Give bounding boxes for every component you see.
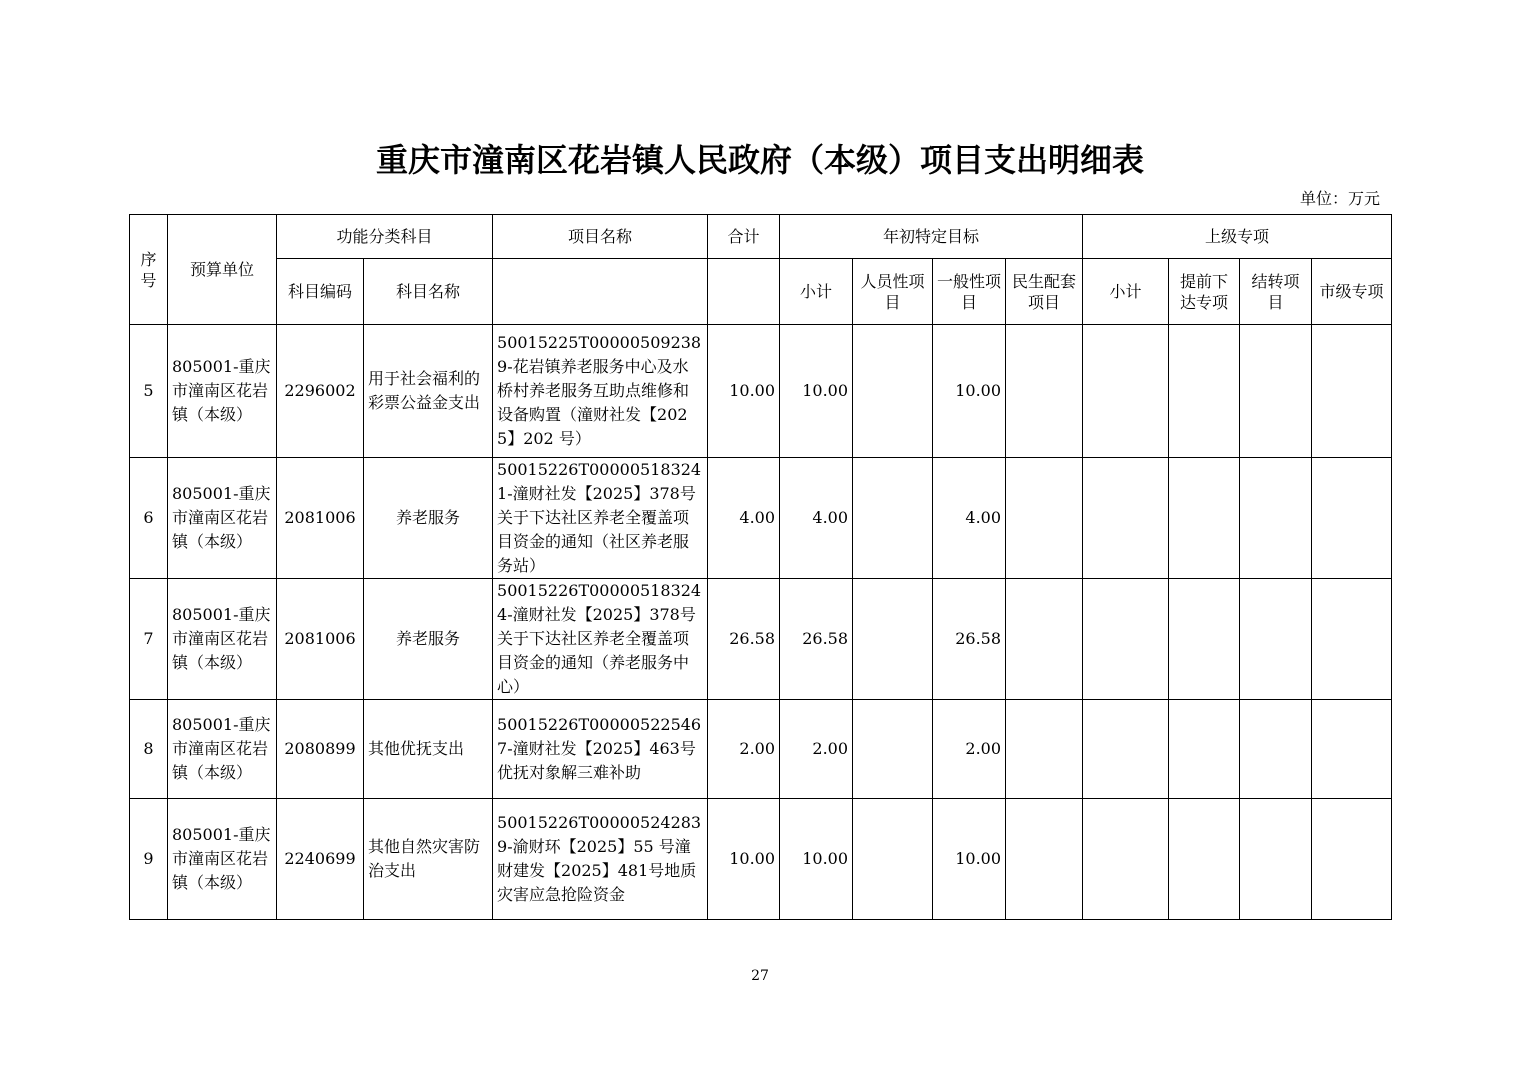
unit-label: 单位：万元 — [1299, 189, 1380, 208]
cell-seq: 7 — [130, 579, 168, 700]
cell-annual-subtotal: 26.58 — [780, 579, 853, 700]
cell-general: 4.00 — [933, 458, 1006, 579]
page-title: 重庆市潼南区花岩镇人民政府（本级）项目支出明细表 — [375, 141, 1144, 179]
header-general: 一般性项目 — [933, 259, 1006, 325]
header-personnel: 人员性项目 — [853, 259, 933, 325]
cell-budget-unit: 805001-重庆市潼南区花岩镇（本级） — [168, 799, 277, 920]
cell-carryover — [1240, 325, 1312, 458]
cell-advance — [1169, 325, 1240, 458]
cell-sup-subtotal — [1083, 579, 1169, 700]
header-total: 合计 — [708, 215, 780, 259]
cell-subject-code: 2081006 — [277, 458, 364, 579]
cell-sup-subtotal — [1083, 325, 1169, 458]
table-row — [130, 325, 1392, 458]
cell-seq: 5 — [130, 325, 168, 458]
cell-subject-name: 其他优抚支出 — [364, 700, 493, 799]
cell-subject-code: 2080899 — [277, 700, 364, 799]
header-subject-name: 科目名称 — [364, 259, 493, 325]
cell-project-name: 50015226T000005183244-潼财社发【2025】378号关于下达社区养老全覆盖项目资金的通知（养老服务中心） — [493, 579, 708, 700]
cell-livelihood — [1006, 700, 1083, 799]
cell-livelihood — [1006, 458, 1083, 579]
header-total-blank — [708, 259, 780, 325]
cell-advance — [1169, 799, 1240, 920]
cell-city — [1312, 579, 1392, 700]
cell-subject-name: 养老服务 — [364, 579, 493, 700]
cell-project-name: 50015226T000005225467-潼财社发【2025】463号优抚对象解三难补助 — [493, 700, 708, 799]
cell-sup-subtotal — [1083, 799, 1169, 920]
project-expenditure-table — [129, 214, 1392, 920]
cell-general: 26.58 — [933, 579, 1006, 700]
header-carryover: 结转项目 — [1240, 259, 1312, 325]
cell-total: 10.00 — [708, 799, 780, 920]
cell-subject-code: 2240699 — [277, 799, 364, 920]
header-subject-code: 科目编码 — [277, 259, 364, 325]
cell-advance — [1169, 700, 1240, 799]
page-number: 27 — [751, 968, 769, 984]
header-sup-subtotal: 小计 — [1083, 259, 1169, 325]
cell-subject-code: 2296002 — [277, 325, 364, 458]
table-row — [130, 700, 1392, 799]
cell-budget-unit: 805001-重庆市潼南区花岩镇（本级） — [168, 700, 277, 799]
cell-total: 26.58 — [708, 579, 780, 700]
cell-city — [1312, 458, 1392, 579]
cell-subject-code: 2081006 — [277, 579, 364, 700]
cell-sup-subtotal — [1083, 700, 1169, 799]
header-func-class: 功能分类科目 — [277, 215, 493, 259]
table-row — [130, 579, 1392, 700]
header-annual-target: 年初特定目标 — [780, 215, 1083, 259]
header-budget-unit: 预算单位 — [168, 215, 277, 325]
cell-livelihood — [1006, 799, 1083, 920]
cell-carryover — [1240, 700, 1312, 799]
cell-general: 2.00 — [933, 700, 1006, 799]
header-superior: 上级专项 — [1083, 215, 1392, 259]
cell-city — [1312, 700, 1392, 799]
header-livelihood: 民生配套项目 — [1006, 259, 1083, 325]
header-annual-subtotal: 小计 — [780, 259, 853, 325]
cell-livelihood — [1006, 579, 1083, 700]
cell-annual-subtotal: 4.00 — [780, 458, 853, 579]
cell-project-name: 50015225T000005092389-花岩镇养老服务中心及水桥村养老服务互助点维修和设备购置（潼财社发【2025】202 号） — [493, 325, 708, 458]
cell-city — [1312, 799, 1392, 920]
cell-personnel — [853, 325, 933, 458]
cell-annual-subtotal: 10.00 — [780, 799, 853, 920]
cell-personnel — [853, 700, 933, 799]
cell-personnel — [853, 799, 933, 920]
cell-subject-name: 其他自然灾害防治支出 — [364, 799, 493, 920]
cell-seq: 9 — [130, 799, 168, 920]
cell-project-name: 50015226T000005242839-渝财环【2025】55 号潼财建发【2025】481号地质灾害应急抢险资金 — [493, 799, 708, 920]
cell-carryover — [1240, 579, 1312, 700]
cell-total: 2.00 — [708, 700, 780, 799]
header-project-name-blank — [493, 259, 708, 325]
table-row — [130, 799, 1392, 920]
cell-annual-subtotal: 2.00 — [780, 700, 853, 799]
cell-subject-name: 用于社会福利的彩票公益金支出 — [364, 325, 493, 458]
cell-total: 10.00 — [708, 325, 780, 458]
cell-carryover — [1240, 799, 1312, 920]
cell-seq: 6 — [130, 458, 168, 579]
cell-budget-unit: 805001-重庆市潼南区花岩镇（本级） — [168, 458, 277, 579]
cell-subject-name: 养老服务 — [364, 458, 493, 579]
cell-sup-subtotal — [1083, 458, 1169, 579]
cell-seq: 8 — [130, 700, 168, 799]
cell-livelihood — [1006, 325, 1083, 458]
cell-advance — [1169, 579, 1240, 700]
header-seq: 序号 — [130, 215, 168, 325]
cell-personnel — [853, 579, 933, 700]
cell-city — [1312, 325, 1392, 458]
cell-project-name: 50015226T000005183241-潼财社发【2025】378号关于下达社区养老全覆盖项目资金的通知（社区养老服务站） — [493, 458, 708, 579]
header-advance: 提前下达专项 — [1169, 259, 1240, 325]
header-city: 市级专项 — [1312, 259, 1392, 325]
cell-personnel — [853, 458, 933, 579]
cell-carryover — [1240, 458, 1312, 579]
header-project-name: 项目名称 — [493, 215, 708, 259]
cell-general: 10.00 — [933, 799, 1006, 920]
cell-total: 4.00 — [708, 458, 780, 579]
cell-budget-unit: 805001-重庆市潼南区花岩镇（本级） — [168, 325, 277, 458]
cell-annual-subtotal: 10.00 — [780, 325, 853, 458]
cell-budget-unit: 805001-重庆市潼南区花岩镇（本级） — [168, 579, 277, 700]
table-row — [130, 458, 1392, 579]
cell-advance — [1169, 458, 1240, 579]
cell-general: 10.00 — [933, 325, 1006, 458]
